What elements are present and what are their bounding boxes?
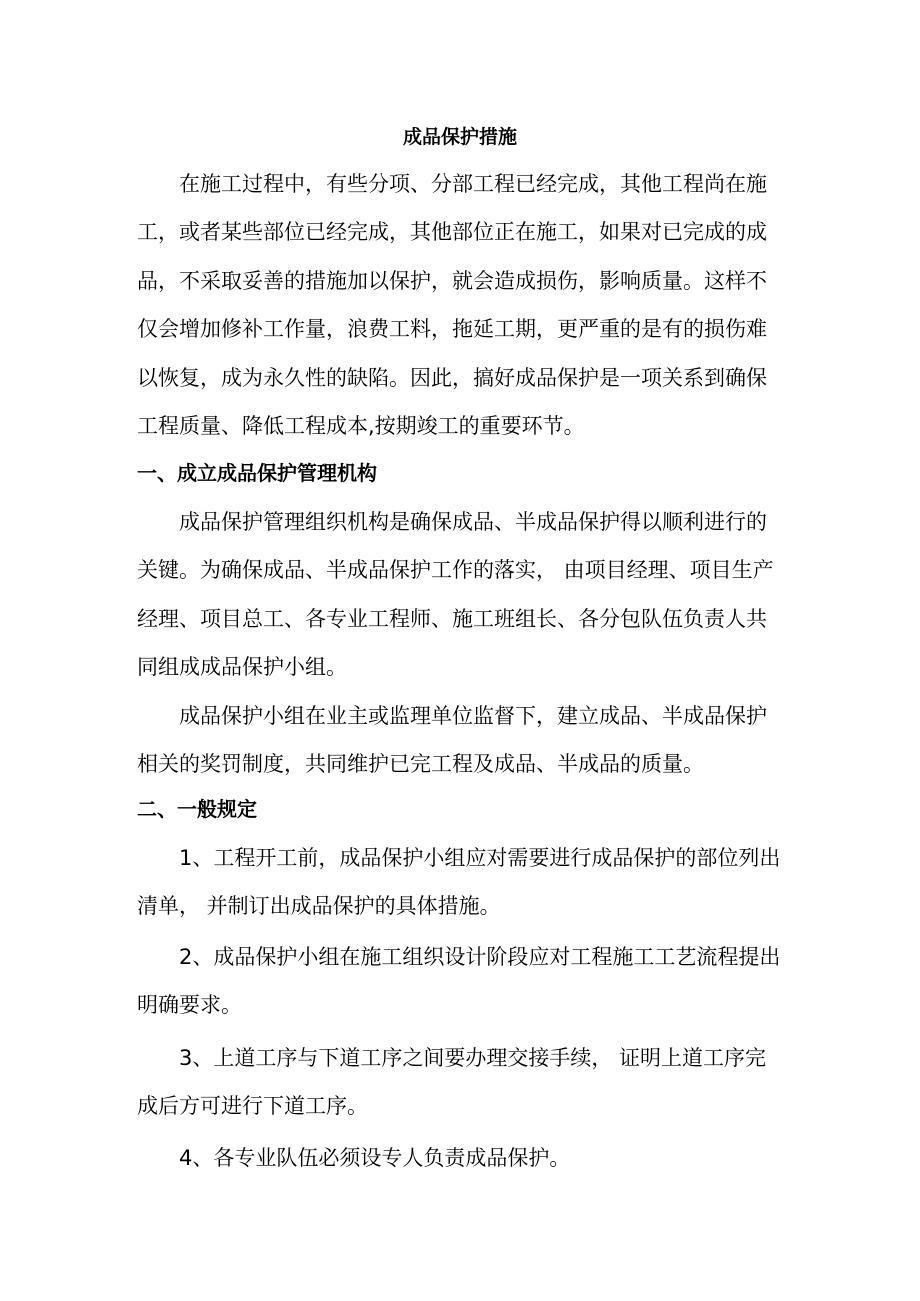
intro-paragraph: 在施工过程中，有些分项、分部工程已经完成，其他工程尚在施工，或者某些部位已经完成，其他部位正在施工，如果对已完成的成品，不采取妥善的措施加以保护，就会造成损伤，影响质量。这样不仅会增加修补工作量，浪费工料，拖延工期，更严重的是有的损伤难以恢复，成为永久性的缺陷。因此，搞好成品保护是一项关系到确保工程质量、降低工程成本,按期竣工的重要环节。 <box>137 172 767 439</box>
rule-item-2: 2、成品保护小组在施工组织设计阶段应对工程施工工艺流程提出明确要求。 <box>137 945 781 1018</box>
section-heading-2: 二、一般规定 <box>137 797 257 821</box>
section-heading-1: 一、成立成品保护管理机构 <box>137 461 377 485</box>
rule-item-3: 3、上道工序与下道工序之间要办理交接手续， 证明上道工序完成后方可进行下道工序。 <box>137 1046 767 1119</box>
page-title: 成品保护措施 <box>402 126 517 148</box>
section1-paragraph-1: 成品保护管理组织机构是确保成品、半成品保护得以顺利进行的关键。为确保成品、半成品保护工作的落实， 由项目经理、项目生产经理、项目总工、各专业工程师、施工班组长、各分包队伍负责人共同组成成品保护小组。 <box>137 510 774 680</box>
rule-item-4: 4、各专业队伍必须设专人负责成品保护。 <box>179 1146 571 1170</box>
section1-paragraph-2: 成品保护小组在业主或监理单位监督下，建立成品、半成品保护相关的奖罚制度，共同维护已完工程及成品、半成品的质量。 <box>137 704 767 777</box>
rule-item-1: 1、工程开工前，成品保护小组应对需要进行成品保护的部位列出清单， 并制订出成品保护的具体措施。 <box>137 846 781 919</box>
